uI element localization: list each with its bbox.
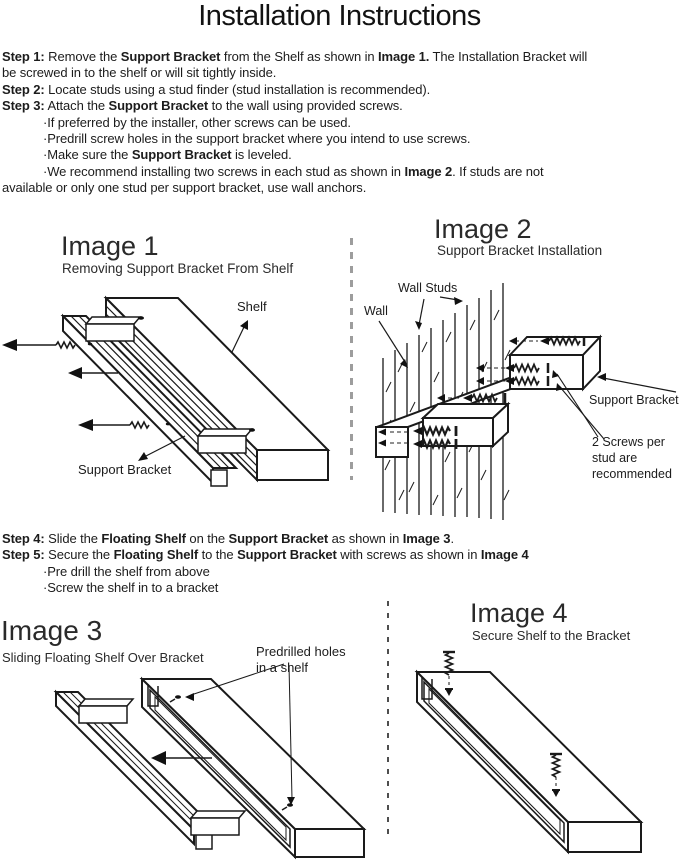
label-screws-note-1: 2 Screws per	[592, 435, 665, 449]
figure2-subtitle: Support Bracket Installation	[437, 243, 603, 258]
figure4-subtitle: Secure Shelf to the Bracket	[472, 628, 631, 643]
figure1-diagram	[0, 285, 352, 490]
floating-shelf-drawing	[142, 679, 364, 857]
figure4-heading: Image 4	[470, 598, 568, 628]
figure2-heading: Image 2	[434, 214, 532, 244]
instruction-line: ·Predrill screw holes in the support bracket where you intend to use screws.	[43, 131, 471, 147]
instruction-line: available or only one stud per support bracket, use wall anchors.	[2, 180, 367, 196]
instruction-line: Step 4: Slide the Floating Shelf on the Support Bracket as shown in Image 3.	[2, 531, 454, 546]
instruction-line: Step 3: Attach the Support Bracket to the wall using provided screws.	[2, 98, 403, 114]
instruction-line: ·Pre drill the shelf from above	[43, 563, 210, 579]
instruction-line: Step 1: Remove the Support Bracket from the Shelf as shown in Image 1. The Installation Bracket will	[2, 49, 588, 64]
label-screws-note-3: recommended	[592, 467, 672, 481]
steps-1-to-3-text	[2, 49, 587, 197]
label-wall-studs: Wall Studs	[398, 281, 458, 295]
steps-4-to-5-text	[2, 531, 529, 597]
instruction-line: Step 2: Locate studs using a stud finder (stud installation is recommended).	[2, 81, 431, 97]
figure3-heading: Image 3	[1, 615, 103, 646]
page-title: Installation Instructions	[198, 0, 481, 32]
figure1-heading: Image 1	[61, 231, 159, 261]
instruction-line: ·Make sure the Support Bracket is leveled.	[43, 147, 292, 163]
label-wall: Wall	[364, 304, 388, 318]
label-support-bracket: Support Bracket	[78, 462, 172, 477]
figure4-diagram	[390, 645, 679, 862]
instruction-line: Step 5: Secure the Floating Shelf to the Support Bracket with screws as shown in Image 4	[2, 547, 529, 563]
instruction-line: ·Screw the shelf in to a bracket	[43, 580, 219, 596]
label-shelf: Shelf	[237, 299, 267, 314]
figure-divider-bottom	[387, 601, 389, 838]
figure3-subtitle: Sliding Floating Shelf Over Bracket	[2, 650, 204, 665]
figure1-subtitle: Removing Support Bracket From Shelf	[62, 261, 294, 276]
label-predrilled-line2: in a shelf	[256, 660, 309, 675]
instruction-line: ·We recommend installing two screws in each stud as shown in Image 2. If studs are not	[43, 163, 544, 179]
label-support-bracket-2: Support Bracket	[589, 393, 679, 407]
instruction-line: be screwed in to the shelf or will sit tightly inside.	[2, 65, 277, 81]
label-screws-note-2: stud are	[592, 451, 638, 465]
figure2-diagram	[360, 276, 679, 522]
figure3-diagram	[0, 658, 386, 862]
floating-shelf-drawing	[417, 672, 641, 852]
label-predrilled-line1: Predrilled holes	[256, 644, 346, 659]
instruction-line: ·If preferred by the installer, other screws can be used.	[43, 114, 351, 130]
